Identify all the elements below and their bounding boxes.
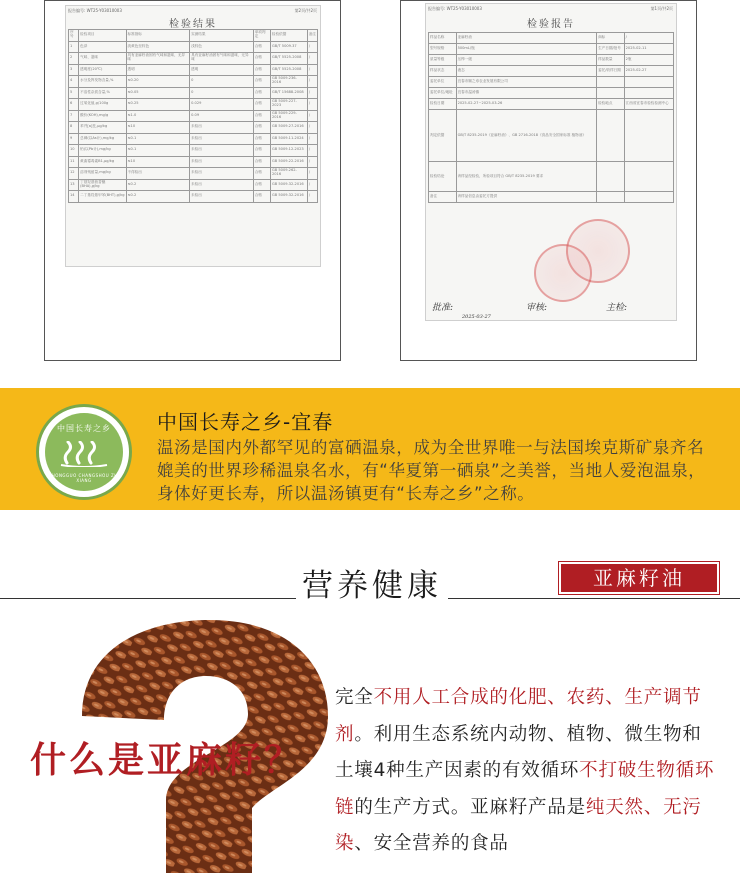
table-row: [429, 55, 674, 66]
table-cell: 2: [69, 53, 79, 65]
table-cell: /: [307, 122, 317, 134]
table-cell: 14: [69, 191, 79, 203]
table-cell: 0: [190, 87, 254, 99]
table-cell: [624, 110, 673, 162]
body-text: 的生产方式。亚麻籽产品是: [354, 796, 586, 818]
table-cell: 未检出: [190, 145, 254, 157]
banner-title: 中国长寿之乡-宜春: [157, 410, 334, 434]
table-cell: 酸价(KOH),mg/g: [79, 110, 126, 122]
table-cell: 质量等级: [429, 55, 457, 66]
table-cell: /: [307, 76, 317, 88]
table-cell: ≤10: [126, 156, 190, 168]
table-cell: 合格: [253, 76, 270, 88]
table-cell: 1: [69, 41, 79, 53]
signature-approve: 批准:: [432, 303, 454, 313]
table-cell: 透明: [190, 64, 254, 76]
table-cell: GB 5009.22-2016: [270, 156, 307, 168]
table-cell: 委托单位/地址: [429, 88, 457, 99]
table-cell: /: [307, 87, 317, 99]
table-cell: 未检出: [190, 179, 254, 191]
table-cell: 合格: [253, 145, 270, 157]
table-cell: 序号: [69, 30, 79, 42]
table-cell: 4: [69, 76, 79, 88]
table-row: [69, 133, 318, 145]
table-cell: 6: [69, 99, 79, 111]
body-text: 完全: [335, 687, 374, 708]
table-row: [69, 30, 318, 42]
table-row: [69, 122, 318, 134]
table-cell: 亚麻籽油: [456, 33, 597, 44]
table-cell: 苯并[a]芘,μg/kg: [79, 122, 126, 134]
table-cell: 色泽: [79, 41, 126, 53]
table-cell: GB 5009.236-2016: [270, 76, 307, 88]
table-row: [429, 77, 674, 88]
report-title: 检验报告: [527, 19, 575, 30]
table-cell: 铅(以Pb计),mg/kg: [79, 145, 126, 157]
table-cell: 合格: [253, 64, 270, 76]
table-cell: 8: [69, 122, 79, 134]
table-cell: 水分及挥发物含量,%: [79, 76, 126, 88]
table-row: [429, 162, 674, 192]
highlight-text: 不打破生物循环链: [335, 760, 715, 818]
table-row: [429, 44, 674, 55]
report-page: 第1页/共2页: [650, 6, 673, 11]
table-cell: 浅棕色: [190, 41, 254, 53]
table-cell: 合格: [253, 133, 270, 145]
inspection-seal-stamp: [566, 219, 630, 283]
table-cell: GB/T 5009.37: [270, 41, 307, 53]
table-cell: 生产日期/批号: [597, 44, 625, 55]
table-cell: 合格: [253, 179, 270, 191]
report-info-table: [428, 32, 674, 203]
table-cell: /: [307, 41, 317, 53]
table-cell: 合格: [253, 41, 270, 53]
table-cell: /: [307, 99, 317, 111]
table-cell: 总砷(以As计),mg/kg: [79, 133, 126, 145]
table-cell: [597, 192, 625, 203]
table-cell: 5: [69, 87, 79, 99]
table-cell: 宜春市温汤镇: [456, 88, 597, 99]
table-cell: 检验依据: [270, 30, 307, 42]
table-cell: 未检出: [190, 168, 254, 180]
table-cell: ≤10: [126, 122, 190, 134]
table-cell: 合格: [253, 110, 270, 122]
table-cell: ≤0.1: [126, 133, 190, 145]
table-cell: /: [307, 53, 317, 65]
longevity-logo: [36, 404, 132, 500]
section-heading: [0, 560, 740, 604]
table-cell: [597, 77, 625, 88]
table-row: [69, 87, 318, 99]
table-cell: 丁基羟基茴香醚(BHA),g/kg: [79, 179, 126, 191]
table-cell: 13: [69, 179, 79, 191]
table-cell: 透明: [126, 64, 190, 76]
table-cell: [624, 162, 673, 192]
table-cell: GB 5009.27-2016: [270, 122, 307, 134]
flaxseed-section: [0, 620, 740, 873]
table-cell: [597, 110, 625, 162]
logo-bottom-text: ZHONGGUO CHANGSHOU ZHI XIANG: [48, 473, 120, 483]
table-cell: 溶剂残留量,mg/kg: [79, 168, 126, 180]
table-row: [69, 156, 318, 168]
table-cell: 型号规格: [429, 44, 457, 55]
table-cell: [624, 88, 673, 99]
table-cell: ≤0.25: [126, 99, 190, 111]
signature-main: 主检:: [606, 303, 628, 313]
table-cell: GB 5009.229-2016: [270, 110, 307, 122]
table-row: [429, 99, 674, 110]
table-cell: 该样品经检验，所检项目符合 GB/T 8235-2019 要求: [456, 162, 597, 192]
table-cell: ≤0.2: [126, 179, 190, 191]
table-row: [429, 192, 674, 203]
table-cell: 检验结论: [429, 162, 457, 192]
table-cell: 具有亚麻籽油固有气味和滋味，无异味: [126, 53, 190, 65]
table-cell: GB 5009.262-2016: [270, 168, 307, 180]
report-results-image: [44, 0, 341, 361]
table-cell: 江西省宜春市检验检测中心: [624, 99, 673, 110]
table-cell: 压榨一级: [456, 55, 597, 66]
table-cell: /: [307, 191, 317, 203]
highlight-text: 不用人工合成的化肥、农药、生产调节剂: [335, 687, 702, 745]
table-cell: /: [307, 156, 317, 168]
table-cell: 3: [69, 64, 79, 76]
table-cell: 2瓶: [624, 55, 673, 66]
table-cell: [597, 162, 625, 192]
table-cell: 0.09: [190, 110, 254, 122]
table-cell: 样品数量: [597, 55, 625, 66]
table-row: [429, 110, 674, 162]
table-cell: 淡黄色至棕色: [126, 41, 190, 53]
table-row: [69, 41, 318, 53]
longevity-banner: [0, 388, 740, 510]
table-cell: GB/T 8235-2019《亚麻籽油》、GB 2716-2018《食品安全国家标准 植物油》: [456, 110, 597, 162]
table-cell: 判定依据: [429, 110, 457, 162]
inspection-reports: [0, 0, 740, 388]
table-cell: 未检出: [190, 156, 254, 168]
table-cell: 实测结果: [190, 30, 254, 42]
report-cover-image: [400, 0, 697, 361]
table-cell: 未检出: [190, 191, 254, 203]
table-cell: 合格: [253, 99, 270, 111]
table-cell: 0.029: [190, 99, 254, 111]
table-cell: 二丁基羟基甲苯(BHT),g/kg: [79, 191, 126, 203]
table-cell: 合格: [253, 53, 270, 65]
table-cell: 9: [69, 133, 79, 145]
banner-description: 温汤是国内外都罕见的富硒温泉，成为全世界唯一与法国埃克斯矿泉齐名媲美的世界珍稀温泉名水，有“华夏第一硒泉”之美誉，当地人爱泡温泉，身体好更长寿，所以温汤镇更有“长寿之乡”之称。: [157, 438, 706, 503]
table-cell: 合格: [253, 191, 270, 203]
table-cell: ≤0.05: [126, 87, 190, 99]
table-cell: [624, 77, 673, 88]
signature-review: 审核:: [526, 303, 548, 313]
table-cell: GB/T 15688-2008: [270, 87, 307, 99]
table-cell: ≤1.0: [126, 110, 190, 122]
body-text: 、安全营养的食品: [354, 833, 509, 854]
table-cell: GB/T 5525-2008: [270, 53, 307, 65]
table-cell: [597, 88, 625, 99]
table-cell: ≤0.2: [126, 191, 190, 203]
table-cell: 检验项目: [79, 30, 126, 42]
report-date: 2025-03-27: [462, 314, 491, 320]
table-cell: 合格: [253, 87, 270, 99]
report-number: 报告编号: WT25-Y03010003: [428, 6, 482, 11]
table-cell: 检验地点: [597, 99, 625, 110]
report-title: 检验结果: [169, 19, 217, 30]
table-cell: /: [307, 145, 317, 157]
table-row: [69, 99, 318, 111]
table-cell: 委托单位: [429, 77, 457, 88]
table-row: [429, 66, 674, 77]
table-cell: 黄曲霉毒素B1,μg/kg: [79, 156, 126, 168]
report-results-paper: [65, 5, 321, 267]
table-cell: 样品名称: [429, 33, 457, 44]
table-cell: 检验日期: [429, 99, 457, 110]
question-title: 什么是亚麻籽？: [30, 740, 304, 781]
table-cell: 11: [69, 156, 79, 168]
table-cell: 委托/收样日期: [597, 66, 625, 77]
table-cell: /: [307, 133, 317, 145]
table-cell: GB 5009.11-2024: [270, 133, 307, 145]
table-row: [69, 76, 318, 88]
table-cell: /: [307, 179, 317, 191]
table-cell: 10: [69, 145, 79, 157]
table-cell: 液态: [456, 66, 597, 77]
report-number: 报告编号: WT25-Y03010003: [68, 8, 122, 13]
table-cell: 合格: [253, 156, 270, 168]
table-cell: 2025-02-27: [624, 66, 673, 77]
table-row: [429, 88, 674, 99]
table-row: [69, 64, 318, 76]
table-cell: /: [307, 64, 317, 76]
table-cell: 2025-02-27~2025-03-26: [456, 99, 597, 110]
table-cell: 样品状态: [429, 66, 457, 77]
table-cell: 不得检出: [126, 168, 190, 180]
product-tag: 亚麻籽油: [559, 562, 719, 594]
table-cell: GB/T 5525-2008: [270, 64, 307, 76]
table-cell: GB 5009.32-2016: [270, 179, 307, 191]
table-cell: 单项判定: [253, 30, 270, 42]
table-cell: 不溶性杂质含量,%: [79, 87, 126, 99]
table-cell: /: [307, 110, 317, 122]
body-text: 。利用生态系统内动物、植物、微生物和土壤4种生产因素的有效循环: [335, 723, 702, 781]
highlight-text: 纯天然、无污染: [335, 796, 702, 854]
table-cell: GB 5009.12-2023: [270, 145, 307, 157]
table-cell: 标准指标: [126, 30, 190, 42]
report-page: 第2页/共2页: [294, 8, 317, 13]
table-cell: /: [624, 33, 673, 44]
flaxseed-description: [335, 680, 720, 863]
table-cell: 500mL/瓶: [456, 44, 597, 55]
report-cover-paper: [425, 3, 677, 321]
table-cell: [624, 192, 673, 203]
table-cell: 0: [190, 76, 254, 88]
table-cell: ≤0.1: [126, 145, 190, 157]
table-row: [69, 145, 318, 157]
logo-top-text: 中国长寿之乡: [57, 424, 111, 433]
table-cell: GB 5009.227-2023: [270, 99, 307, 111]
table-cell: 气味、滋味: [79, 53, 126, 65]
table-row: [69, 191, 318, 203]
table-row: [69, 179, 318, 191]
table-cell: GB 5009.32-2016: [270, 191, 307, 203]
table-cell: 2025-02-11: [624, 44, 673, 55]
table-row: [69, 110, 318, 122]
heading-title: 营养健康: [296, 560, 448, 605]
table-cell: 商标: [597, 33, 625, 44]
table-cell: 过氧化值,g/100g: [79, 99, 126, 111]
logo-ring: [45, 413, 123, 491]
table-row: [69, 53, 318, 65]
table-cell: ≤0.20: [126, 76, 190, 88]
hot-spring-icon: [59, 441, 109, 467]
table-cell: 未检出: [190, 122, 254, 134]
table-cell: 该样品信息由委托方提供: [456, 192, 597, 203]
table-row: [429, 33, 674, 44]
results-table: [68, 29, 318, 203]
table-cell: 未检出: [190, 133, 254, 145]
table-cell: 宜春市顺之寿农业发展有限公司: [456, 77, 597, 88]
table-row: [69, 168, 318, 180]
signature-row: [426, 300, 676, 324]
table-cell: 具有亚麻籽油固有气味和滋味，无异味: [190, 53, 254, 65]
table-cell: 12: [69, 168, 79, 180]
table-cell: /: [307, 168, 317, 180]
table-cell: 透明度(20℃): [79, 64, 126, 76]
table-cell: 7: [69, 110, 79, 122]
table-cell: 合格: [253, 122, 270, 134]
table-cell: 备注: [307, 30, 317, 42]
table-cell: 备注: [429, 192, 457, 203]
table-cell: 合格: [253, 168, 270, 180]
